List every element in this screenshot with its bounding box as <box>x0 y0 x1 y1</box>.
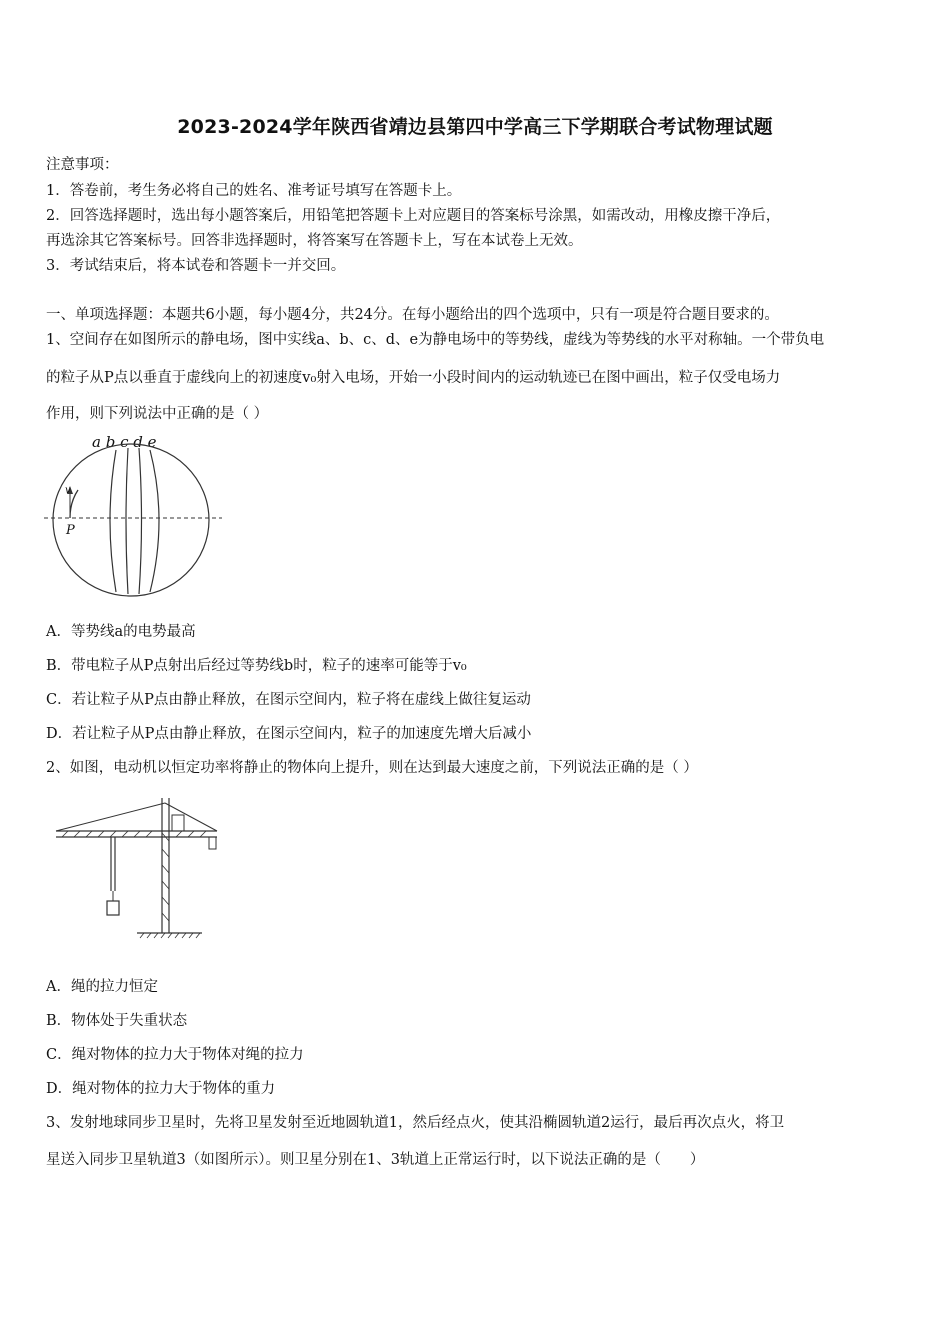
notice-item-2: 2．回答选择题时，选出每小题答案后，用铅笔把答题卡上对应题目的答案标号涂黑，如需改动，用橡皮擦干净后， <box>46 208 781 224</box>
section-heading: 一、单项选择题：本题共6小题，每小题4分，共24分。在每小题给出的四个选项中，只有一项是符合题目要求的。 <box>46 307 779 323</box>
q1-stem-line-2: 的粒子从P点以垂直于虚线向上的初速度v₀射入电场，开始一小段时间内的运动轨迹已在图中画出，粒子仅受电场力 <box>46 370 781 386</box>
notice-item-2-cont: 再选涂其它答案标号。回答非选择题时，将答案写在答题卡上，写在本试卷上无效。 <box>46 233 583 249</box>
q1-option-a: A．等势线a的电势最高 <box>46 624 196 640</box>
notice-item-1: 1．答卷前，考生务必将自己的姓名、准考证号填写在答题卡上。 <box>46 183 462 199</box>
q1-option-b: B．带电粒子从P点射出后经过等势线b时，粒子的速率可能等于v₀ <box>46 658 467 674</box>
q2-option-a: A．绳的拉力恒定 <box>46 979 158 995</box>
q1-figure-v-label: v <box>65 485 71 496</box>
q2-option-b: B．物体处于失重状态 <box>46 1013 188 1029</box>
q2-stem: 2、如图，电动机以恒定功率将静止的物体向上提升，则在达到最大速度之前，下列说法正确的是（ ） <box>46 760 698 776</box>
q1-option-c: C．若让粒子从P点由静止释放，在图示空间内，粒子将在虚线上做往复运动 <box>46 692 531 708</box>
q2-option-d: D．绳对物体的拉力大于物体的重力 <box>46 1081 276 1097</box>
q1-stem-line-3: 作用，则下列说法中正确的是（ ） <box>46 406 269 422</box>
q1-field-figure <box>40 430 230 605</box>
page-title: 2023-2024学年陕西省靖边县第四中学高三下学期联合考试物理试题 <box>177 116 773 138</box>
q3-stem-line-2: 星送入同步卫星轨道3（如图所示）。则卫星分别在1、3轨道上正常运行时，以下说法正确的是（ ） <box>46 1152 705 1168</box>
q1-option-d: D．若让粒子从P点由静止释放，在图示空间内，粒子的加速度先增大后减小 <box>46 726 532 742</box>
q1-figure-point-label: P <box>66 523 75 538</box>
q1-stem-line-1: 1、空间存在如图所示的静电场，图中实线a、b、c、d、e为静电场中的等势线，虚线为等势线的水平对称轴。一个带负电 <box>46 332 825 348</box>
q1-figure-line-labels: a b c d e <box>92 433 157 451</box>
notice-item-3: 3．考试结束后，将本试卷和答题卡一并交回。 <box>46 258 346 274</box>
q3-stem-line-1: 3、发射地球同步卫星时，先将卫星发射至近地圆轨道1，然后经点火，使其沿椭圆轨道2运行，最后再次点火，将卫 <box>46 1115 785 1131</box>
q2-option-c: C．绳对物体的拉力大于物体对绳的拉力 <box>46 1047 304 1063</box>
notice-heading: 注意事项： <box>46 157 119 173</box>
q2-crane-figure <box>52 793 227 943</box>
